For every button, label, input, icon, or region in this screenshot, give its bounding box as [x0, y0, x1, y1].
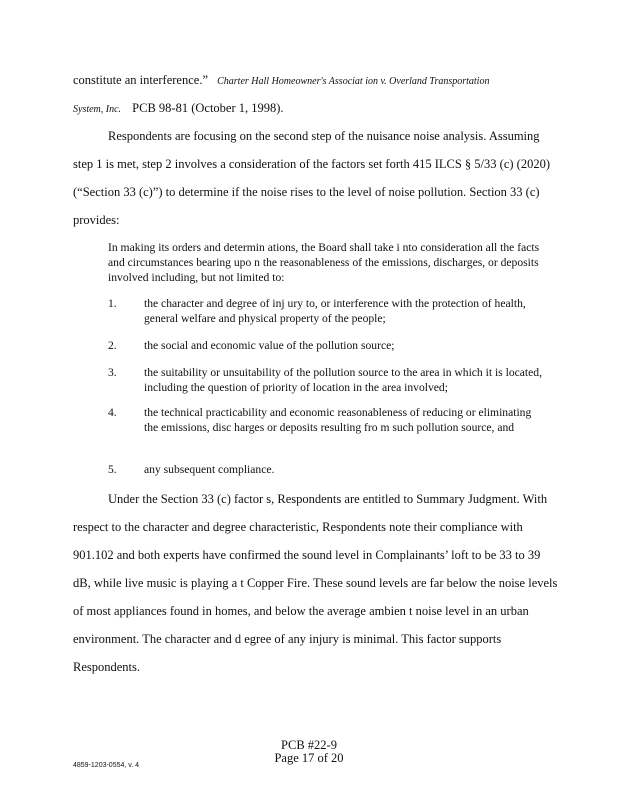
list-item-text: the suitability or unsuitability of the pollution source to the area in which it is located, including the question of priority of location in the area involved;: [144, 366, 542, 394]
paragraph-line: respect to the character and degree characteristic, Respondents note their compliance with: [73, 520, 523, 534]
case-citation: System, Inc.: [73, 104, 122, 115]
paragraph-line: provides:: [73, 213, 120, 227]
list-item-number: 5.: [108, 463, 117, 476]
list-item-text: the social and economic value of the pollution source;: [144, 339, 395, 352]
list-item-text: the technical practicability and economic reasonableness of reducing or eliminating the emissions, disc harges or deposits resulting fro m such pollution source, and: [144, 406, 532, 434]
paragraph-line: step 1 is met, step 2 involves a consideration of the factors set forth 415 ILCS § 5/33 (c) (2020): [73, 157, 550, 171]
list-item-number: 2.: [108, 339, 117, 352]
list-item-text: any subsequent compliance.: [144, 463, 275, 476]
citation-reference: PCB 98-81 (October 1, 1998).: [132, 101, 284, 115]
paragraph-line: [73, 100, 284, 118]
paragraph-line: Respondents.: [73, 660, 141, 674]
block-quote: In making its orders and determin ations, the Board shall take i nto consideration all the facts and circumstances bearing upo n the reasonableness of the emissions, discharges, or deposits involved including, but not limited to:: [108, 241, 540, 284]
quote-end-text: constitute an interference.”: [73, 73, 208, 87]
paragraph-line: (“Section 33 (c)”) to determine if the noise rises to the level of noise pollution. Section 33 (c): [73, 185, 540, 199]
document-id: 4859-1203-0554, v. 4: [73, 762, 140, 769]
paragraph-line: [73, 72, 489, 90]
list-item-text: the character and degree of inj ury to, or interference with the protection of health, general welfare and physical property of the people;: [144, 297, 526, 325]
paragraph-line: of most appliances found in homes, and below the average ambien t noise level in an urban: [73, 604, 529, 618]
paragraph-line: Respondents are focusing on the second step of the nuisance noise analysis. Assuming: [108, 129, 540, 143]
list-item-number: 3.: [108, 366, 117, 379]
footer-case-number: PCB #22-9: [281, 738, 337, 752]
case-citation: Charter Hall Homeowner's Associat ion v. Overland Transportation: [217, 76, 490, 87]
footer-page-number: Page 17 of 20: [274, 751, 344, 765]
paragraph-line: dB, while live music is playing a t Copper Fire. These sound levels are far below the noise levels: [73, 576, 558, 590]
list-item-number: 4.: [108, 406, 117, 419]
paragraph-line: environment. The character and d egree of any injury is minimal. This factor supports: [73, 632, 502, 646]
paragraph-line: Under the Section 33 (c) factor s, Respondents are entitled to Summary Judgment. With: [108, 492, 548, 506]
paragraph-line: 901.102 and both experts have confirmed the sound level in Complainants’ loft to be 33 to 39: [73, 548, 541, 562]
list-item-number: 1.: [108, 297, 117, 310]
